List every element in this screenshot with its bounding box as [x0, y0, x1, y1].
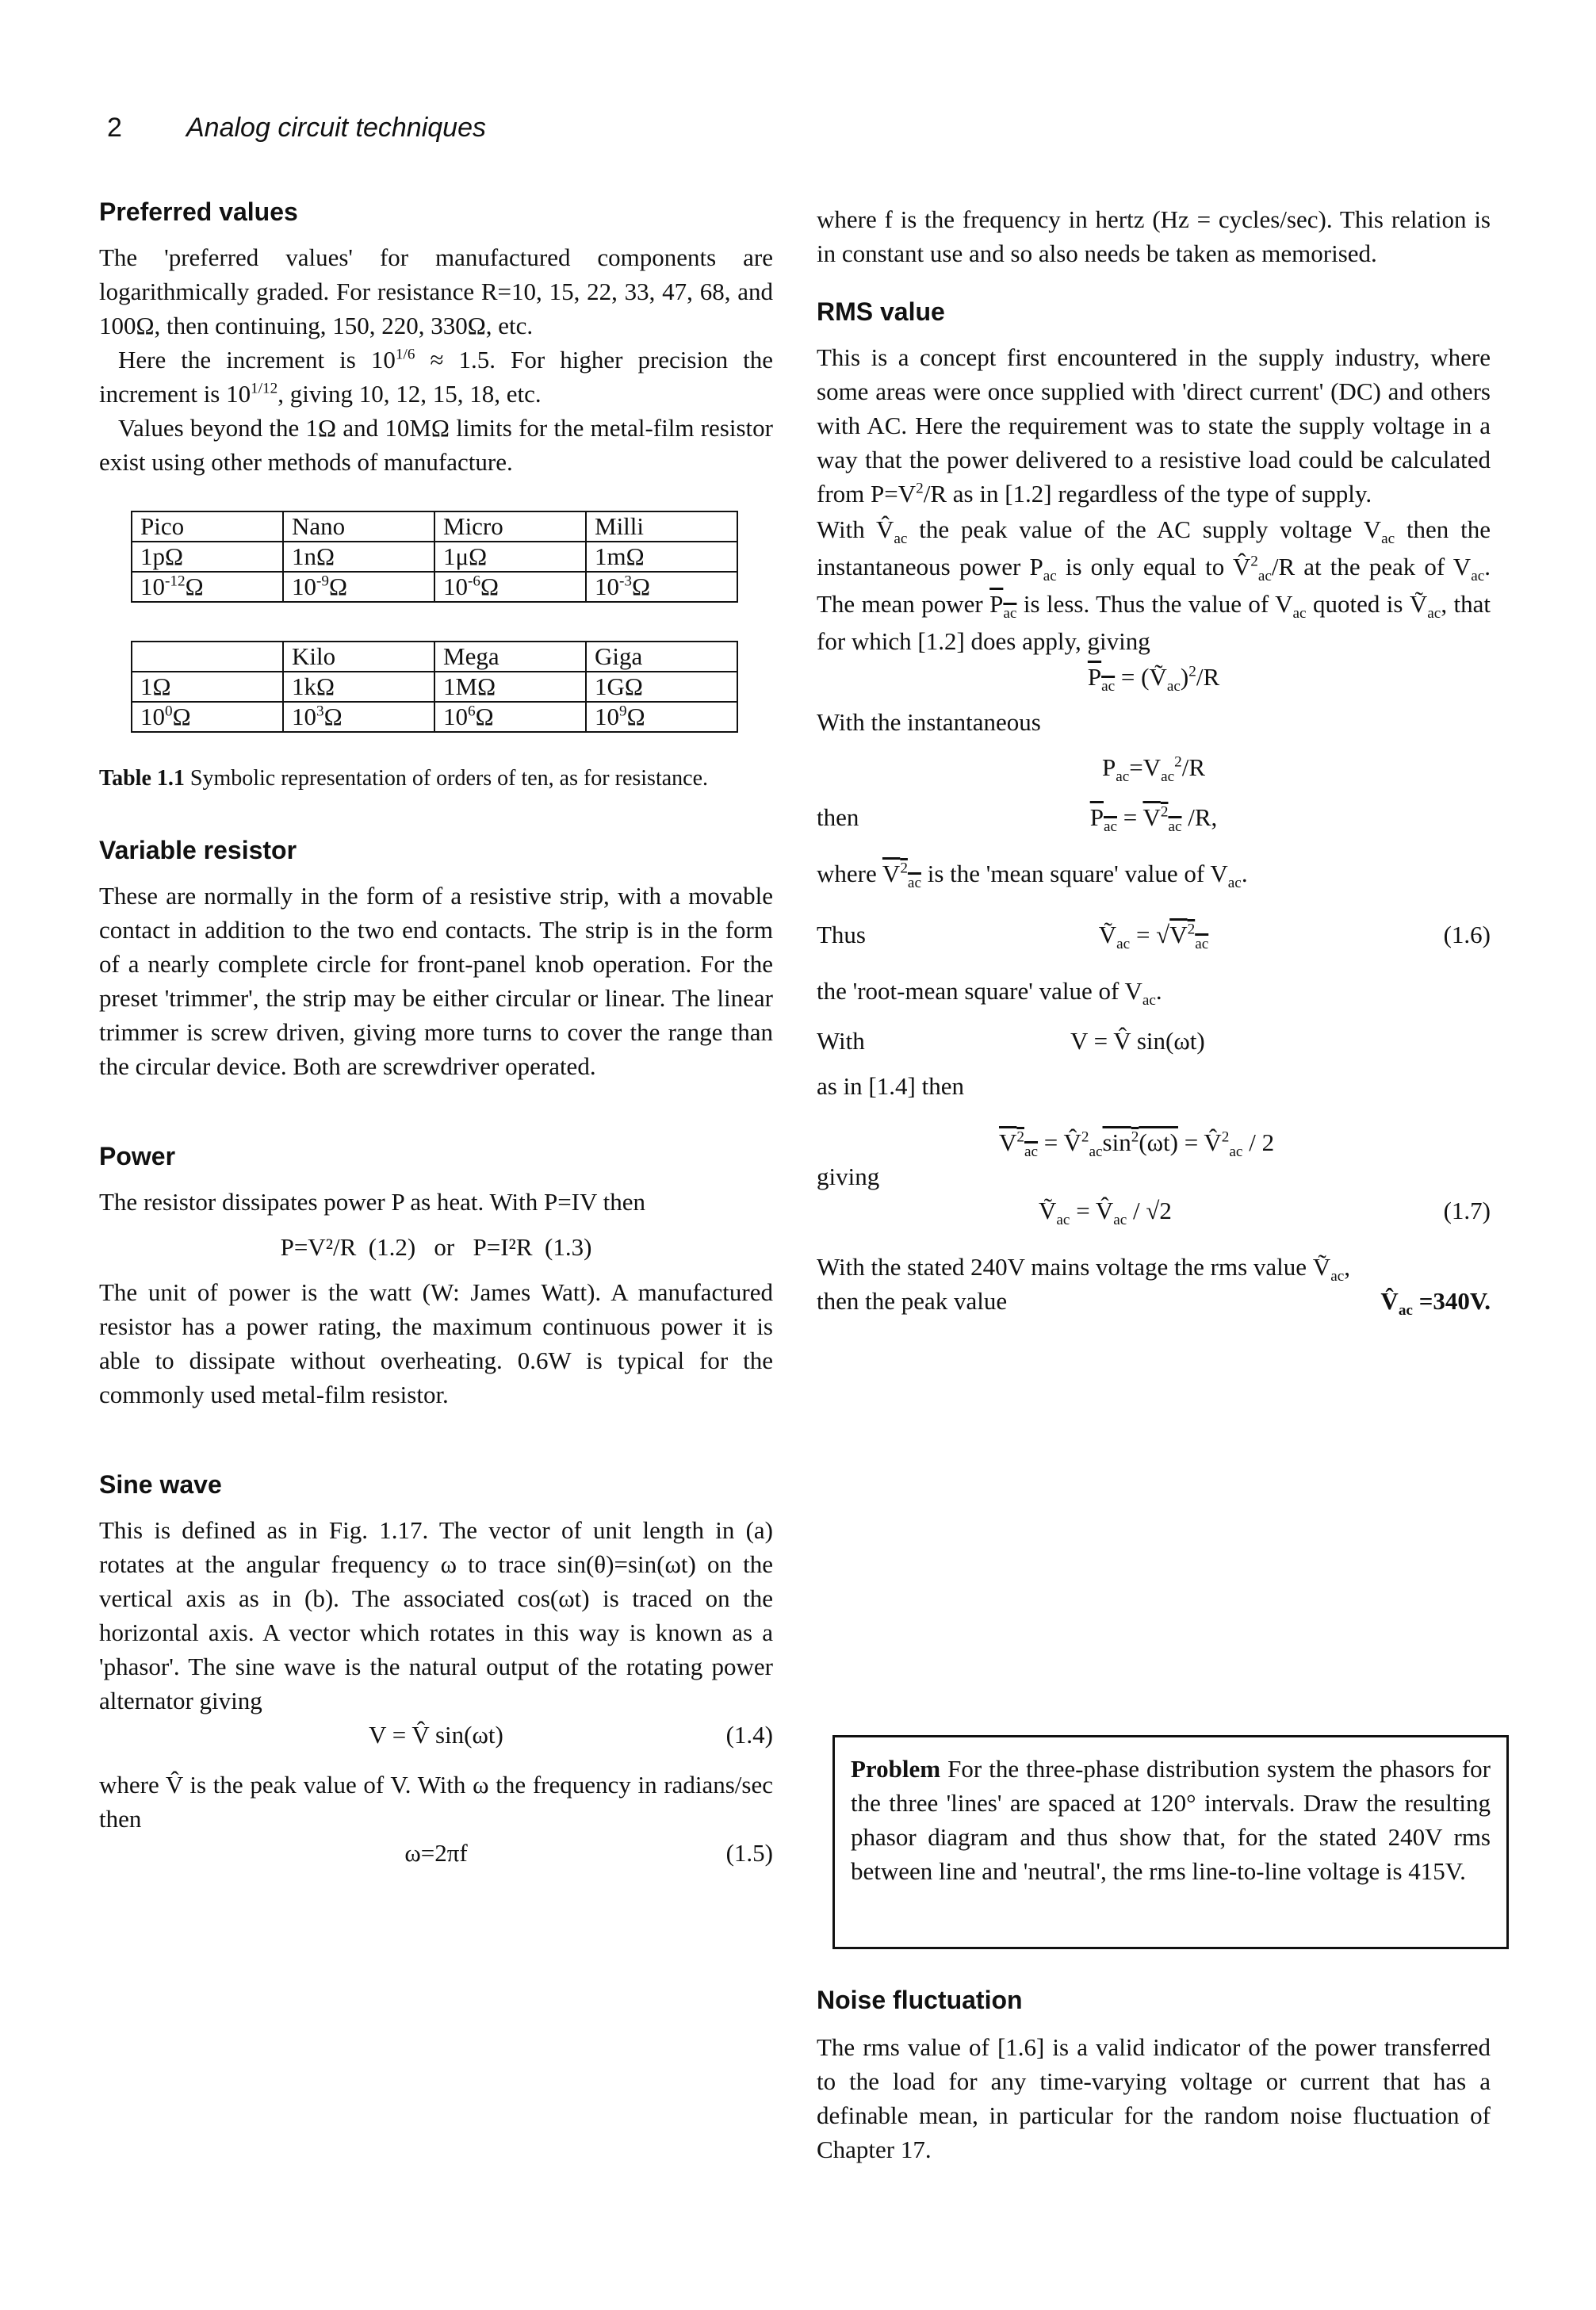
variable-resistor-paragraph: These are normally in the form of a resistive strip, with a movable contact in addition to the two end contacts. The strip is in the form of a nearly complete circle for front-panel knob operation. For the preset 'trimmer', the strip may be either circular or linear. The linear trimmer is screw driven, giving more turns to cover the range than the circular device. Both are screwdriver operated.: [99, 882, 773, 1080]
table-caption: [99, 764, 773, 793]
peak-value-label: then the peak value: [817, 1287, 1008, 1315]
rms-paragraph-6: With the stated 240V mains voltage the rms value Ṽ$_{ac}$,: [817, 1253, 1350, 1285]
equation-1-6-text: Ṽ$_{ac}$ = $√V^2_{ac}$: [1098, 921, 1209, 953]
problem-label: Problem: [851, 1755, 941, 1783]
table-cell: Kilo: [283, 642, 434, 672]
then-label: then: [817, 803, 859, 831]
rms-paragraph-3: With the instantaneous: [817, 708, 1041, 736]
table-cell: 1pΩ: [132, 542, 283, 572]
equation-1-5: [99, 1836, 773, 1870]
table-cell: 1μΩ: [434, 542, 586, 572]
preferred-values-paragraph-3: Values beyond the 1Ω and 10MΩ limits for the metal-film resistor exist using other methods of manufacture.: [99, 414, 773, 476]
equation-power: [99, 1230, 773, 1264]
rms-paragraph-2: With $V̂_{ac}$ the peak value of the AC supply voltage $V_{ac}$ then the instantaneous power $P_{ac}$ is only equal to V̂$^2_{ac}$/R at the peak of $V_{ac}$. The mean power $P_{ac}$ is less. Thus the value of $V_{ac}$ quoted is Ṽ$_{ac}$, that for which [1.2] does apply, giving: [817, 515, 1491, 655]
equation-instantaneous-power: [817, 750, 1491, 784]
table-row: [132, 702, 737, 732]
rms-paragraph-4: the 'root-mean square' value of $V_{ac}$.: [817, 977, 1162, 1009]
giving-label: giving: [817, 1163, 880, 1190]
noise-section: [817, 1982, 1491, 2166]
equation-with: [817, 1024, 1491, 1058]
table-cell: 1kΩ: [283, 672, 434, 702]
equation-1-5-number: (1.5): [725, 1839, 773, 1867]
right-column: [817, 202, 1491, 1318]
equation-1-4-text: V = V̂ sin(ωt): [369, 1721, 503, 1749]
problem-body: For the three-phase distribution system the phasors for the three 'lines' are spaced at 120° intervals. Draw the resulting phasor diagram and thus show that, for the stated 240V rms between line and 'neutral', the rms line-to-line voltage is 415V.: [851, 1755, 1491, 1885]
section-heading-noise-fluctuation: Noise fluctuation: [817, 1986, 1023, 2014]
equation-1-4: [99, 1718, 773, 1752]
equation-giving: [817, 1159, 1491, 1193]
table-row: [132, 511, 737, 542]
table-cell: Milli: [586, 511, 737, 542]
table-cell: 1GΩ: [586, 672, 737, 702]
with-label: With: [817, 1027, 865, 1055]
table-cell: 1MΩ: [434, 672, 586, 702]
running-header: [107, 111, 662, 146]
table-cell: $10^{-6}\Omega$: [434, 572, 586, 602]
table-cell: 1mΩ: [586, 542, 737, 572]
power-paragraph-2: The unit of power is the watt (W: James Watt). A manufactured resistor has a power rating, the maximum continuous power it is able to dissipate without overheating. 0.6W is typical for the commonly used metal-film resistor.: [99, 1278, 773, 1408]
orders-of-ten-table-small: [131, 511, 738, 603]
table-cell: 1Ω: [132, 672, 283, 702]
rms-paragraph-1: This is a concept first encountered in the supply industry, where some areas were once supplied with 'direct current' (DC) and others with AC. Here the requirement was to state the supply voltage in a way that the power delivered to a resistive load could be calculated from $P=V^2/R$ as in [1.2] regardless of the type of supply.: [817, 343, 1491, 508]
table-cell: $10^9\Omega$: [586, 702, 737, 732]
orders-of-ten-table-large: [131, 641, 738, 733]
table-row: [132, 542, 737, 572]
table-row: [132, 642, 737, 672]
section-heading-sine-wave: Sine wave: [99, 1470, 222, 1499]
table-cell: [132, 642, 283, 672]
table-row: [132, 572, 737, 602]
section-heading-preferred-values: Preferred values: [99, 197, 298, 226]
equation-with-text: V = V̂ sin(ωt): [1070, 1027, 1205, 1055]
table-cell: $10^{-3}\Omega$: [586, 572, 737, 602]
table-cell: $10^3\Omega$: [283, 702, 434, 732]
problem-box: [832, 1735, 1509, 1949]
equation-mean-power: [817, 660, 1491, 694]
section-heading-rms-value: RMS value: [817, 297, 945, 326]
table-cell: Mega: [434, 642, 586, 672]
rms-paragraph-5: as in [1.4] then: [817, 1072, 964, 1100]
equation-mean-square-text: $V^2_{ac}$ = $V̂^2_{ac}\sin^2(\omega t)$ = V̂$^2_{ac}$ / 2: [999, 1128, 1275, 1161]
section-heading-power: Power: [99, 1142, 176, 1170]
equation-1-7: [817, 1193, 1491, 1228]
table-cell: Micro: [434, 511, 586, 542]
noise-paragraph: The rms value of [1.6] is a valid indicator of the power transferred to the load for any time-varying voltage or current that has a definable mean, in particular for the random noise fluctuation of Chapter 17.: [817, 2033, 1491, 2163]
equation-1-5-text: ω=2πf: [404, 1839, 468, 1867]
equation-then-text: $P_{ac} = V^2_{ac}$ /R,: [1089, 803, 1218, 836]
page-number: 2: [107, 113, 122, 143]
table-cell: $10^{-12}\Omega$: [132, 572, 283, 602]
peak-value-result: $V̂_{ac} =340V$.: [1380, 1287, 1491, 1320]
equation-1-7-number: (1.7): [1443, 1197, 1491, 1224]
equation-then: [817, 800, 1491, 834]
table-caption-label: Table 1.1: [99, 766, 185, 791]
section-heading-variable-resistor: Variable resistor: [99, 836, 297, 864]
left-column: [99, 194, 773, 1870]
running-title: Analog circuit techniques: [186, 113, 487, 143]
frequency-paragraph: where f is the frequency in hertz (Hz = cycles/sec). This relation is in constant use and so also needs be taken as memorised.: [817, 205, 1491, 267]
thus-label: Thus: [817, 921, 866, 948]
preferred-values-paragraph-2: Here the increment is $10^{1/6} \approx 1.5$. For higher precision the increment is $10^{1/12}$, giving 10, 12, 15, 18, etc.: [99, 346, 774, 408]
equation-1-6: [817, 917, 1491, 952]
sine-wave-paragraph-1: This is defined as in Fig. 1.17. The vector of unit length in (a) rotates at the angular frequency ω to trace sin(θ)=sin(ωt) on the vertical axis as in (b). The associated cos(ωt) is traced on the horizontal axis. A vector which rotates in this way is known as a 'phasor'. The sine wave is the natural output of the rotating power alternator giving: [99, 1516, 773, 1714]
table-cell: $10^0\Omega$: [132, 702, 283, 732]
table-row: [132, 672, 737, 702]
peak-value-line: [817, 1284, 1491, 1318]
table-cell: 1nΩ: [283, 542, 434, 572]
equation-1-6-number: (1.6): [1443, 921, 1491, 948]
table-cell: $10^{-9}\Omega$: [283, 572, 434, 602]
equation-instantaneous-power-text: $P_{ac}=V_{ac}^2/R$: [1101, 753, 1206, 786]
sine-wave-paragraph-2: where V̂ is the peak value of V. With ω the frequency in radians/sec then: [99, 1771, 773, 1833]
equation-power-text: P=V²/R (1.2) or P=I²R (1.3): [280, 1233, 592, 1261]
equation-mean-power-text: $P_{ac}$ = (Ṽ$_{ac}$)$^2$/R: [1087, 663, 1220, 695]
mean-square-sentence: where $V^2_{ac}$ is the 'mean square' value of $V_{ac}$.: [817, 860, 1248, 892]
table-cell: $10^6\Omega$: [434, 702, 586, 732]
table-caption-text: Symbolic representation of orders of ten, as for resistance.: [189, 766, 709, 791]
equation-1-4-number: (1.4): [725, 1721, 773, 1749]
equation-mean-square: [817, 1125, 1491, 1159]
equation-1-7-text: Ṽ$_{ac}$ = $V̂_{ac} / √2$: [1039, 1197, 1172, 1229]
problem-text: [851, 1752, 1491, 1888]
table-cell: Giga: [586, 642, 737, 672]
power-paragraph-1: The resistor dissipates power P as heat. With P=IV then: [99, 1188, 645, 1216]
preferred-values-paragraph-1: The 'preferred values' for manufactured components are logarithmically graded. For resistance R=10, 15, 22, 33, 47, 68, and 100Ω, then continuing, 150, 220, 330Ω, etc.: [99, 243, 773, 339]
table-cell: Pico: [132, 511, 283, 542]
table-cell: Nano: [283, 511, 434, 542]
